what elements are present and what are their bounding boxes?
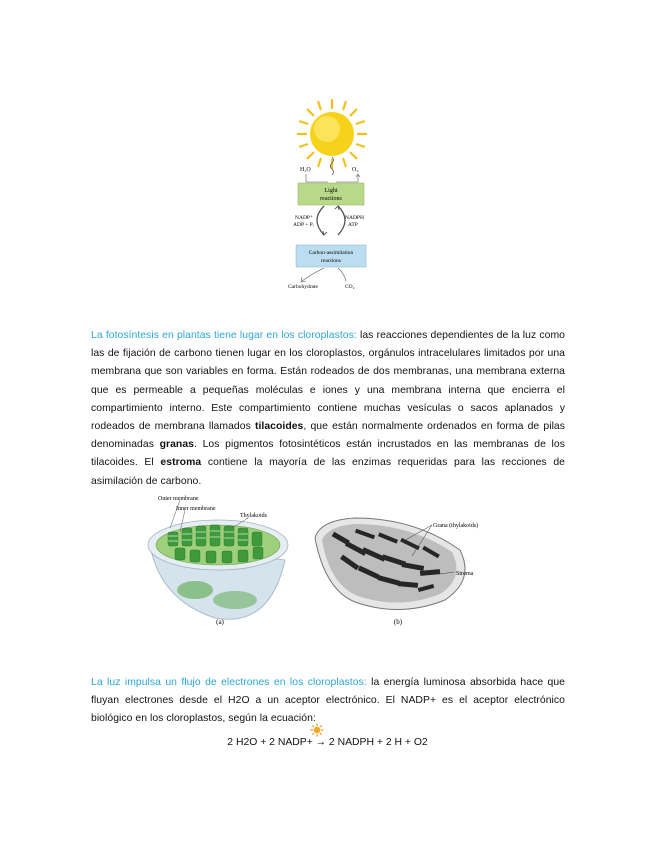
nadph-label: NADPH bbox=[345, 215, 364, 221]
paragraph-electron-flow bbox=[91, 674, 565, 729]
paragraph-heading: La luz impulsa un flujo de electrones en los cloroplastos: bbox=[91, 677, 367, 688]
carbohydrate-label: Carbohydrate bbox=[288, 284, 318, 290]
o2-label: O₂ bbox=[352, 167, 359, 173]
light-reactions-label-2: reactions bbox=[320, 196, 342, 202]
adp-label: ADP + Pᵢ bbox=[293, 222, 314, 228]
co2-label: CO₂ bbox=[345, 284, 355, 290]
chloroplast-figure bbox=[140, 490, 520, 630]
thylakoids-label: Thylakoids bbox=[240, 513, 267, 519]
paragraph-text: , que están normalmente ordenados en forma de pilas denominadas bbox=[91, 421, 565, 451]
inner-membrane-label: Inner membrane bbox=[176, 506, 216, 512]
carbon-assimilation-label: Carbon-assimilation bbox=[308, 250, 354, 256]
photosynthesis-diagram bbox=[280, 95, 390, 295]
sun-icon bbox=[310, 723, 324, 737]
chloroplast-illustration bbox=[148, 496, 288, 626]
paragraph-text: contiene la mayoría de las enzimas requeridas para las recciones de asimilación de carbono. bbox=[91, 457, 565, 487]
stroma-label: Stroma bbox=[456, 571, 474, 577]
grana-label: Grana (thylakoids) bbox=[433, 523, 479, 529]
label-b: (b) bbox=[393, 618, 403, 626]
equation: 2 H2O + 2 NADP+ → 2 NADPH + 2 H + O2 bbox=[227, 737, 428, 748]
h2o-label: H₂O bbox=[300, 167, 311, 173]
paragraph-heading: La fotosíntesis en plantas tiene lugar en los cloroplastos: bbox=[91, 330, 357, 341]
chloroplast-micrograph bbox=[315, 518, 478, 626]
term-thylakoids: tilacoides bbox=[254, 421, 304, 433]
label-a: (a) bbox=[216, 618, 224, 626]
carbon-assimilation-label-2: reactions bbox=[321, 258, 341, 264]
paragraph-chloroplasts bbox=[91, 327, 565, 491]
paragraph-text: . Los pigmentos fotosintéticos están incrustados en las membranas de los tilacoides. El bbox=[91, 439, 565, 469]
sun-icon bbox=[297, 99, 367, 169]
term-grana: granas bbox=[159, 439, 194, 451]
term-stroma: estroma bbox=[160, 457, 202, 469]
outer-membrane-label: Outer membrane bbox=[158, 496, 199, 502]
paragraph-text: la energía luminosa absorbida hace que fluyan electrones desde el H2O a un aceptor electrónico. El NADP+ es el aceptor electrónico biológico en los cloroplastos, según la ecuación: bbox=[91, 677, 566, 725]
paragraph-text: las reacciones dependientes de la luz como las de fijación de carbono tienen lugar en los cloroplastos, orgánulos intracelulares limitados por una membrana que son variables en forma. Están rodeados de dos membranas, una membrana externa que es permeable a pequeñas moléculas e iones y una membrana interna que encierra el compartimiento interno. Este compartimiento contiene muchas vesículas o sacos aplanados y rodeados de membrana llamados bbox=[91, 330, 566, 433]
light-reactions-label: Light bbox=[324, 188, 338, 194]
nadp-label: NADP⁺ bbox=[295, 215, 313, 221]
atp-label: ATP bbox=[348, 222, 358, 228]
